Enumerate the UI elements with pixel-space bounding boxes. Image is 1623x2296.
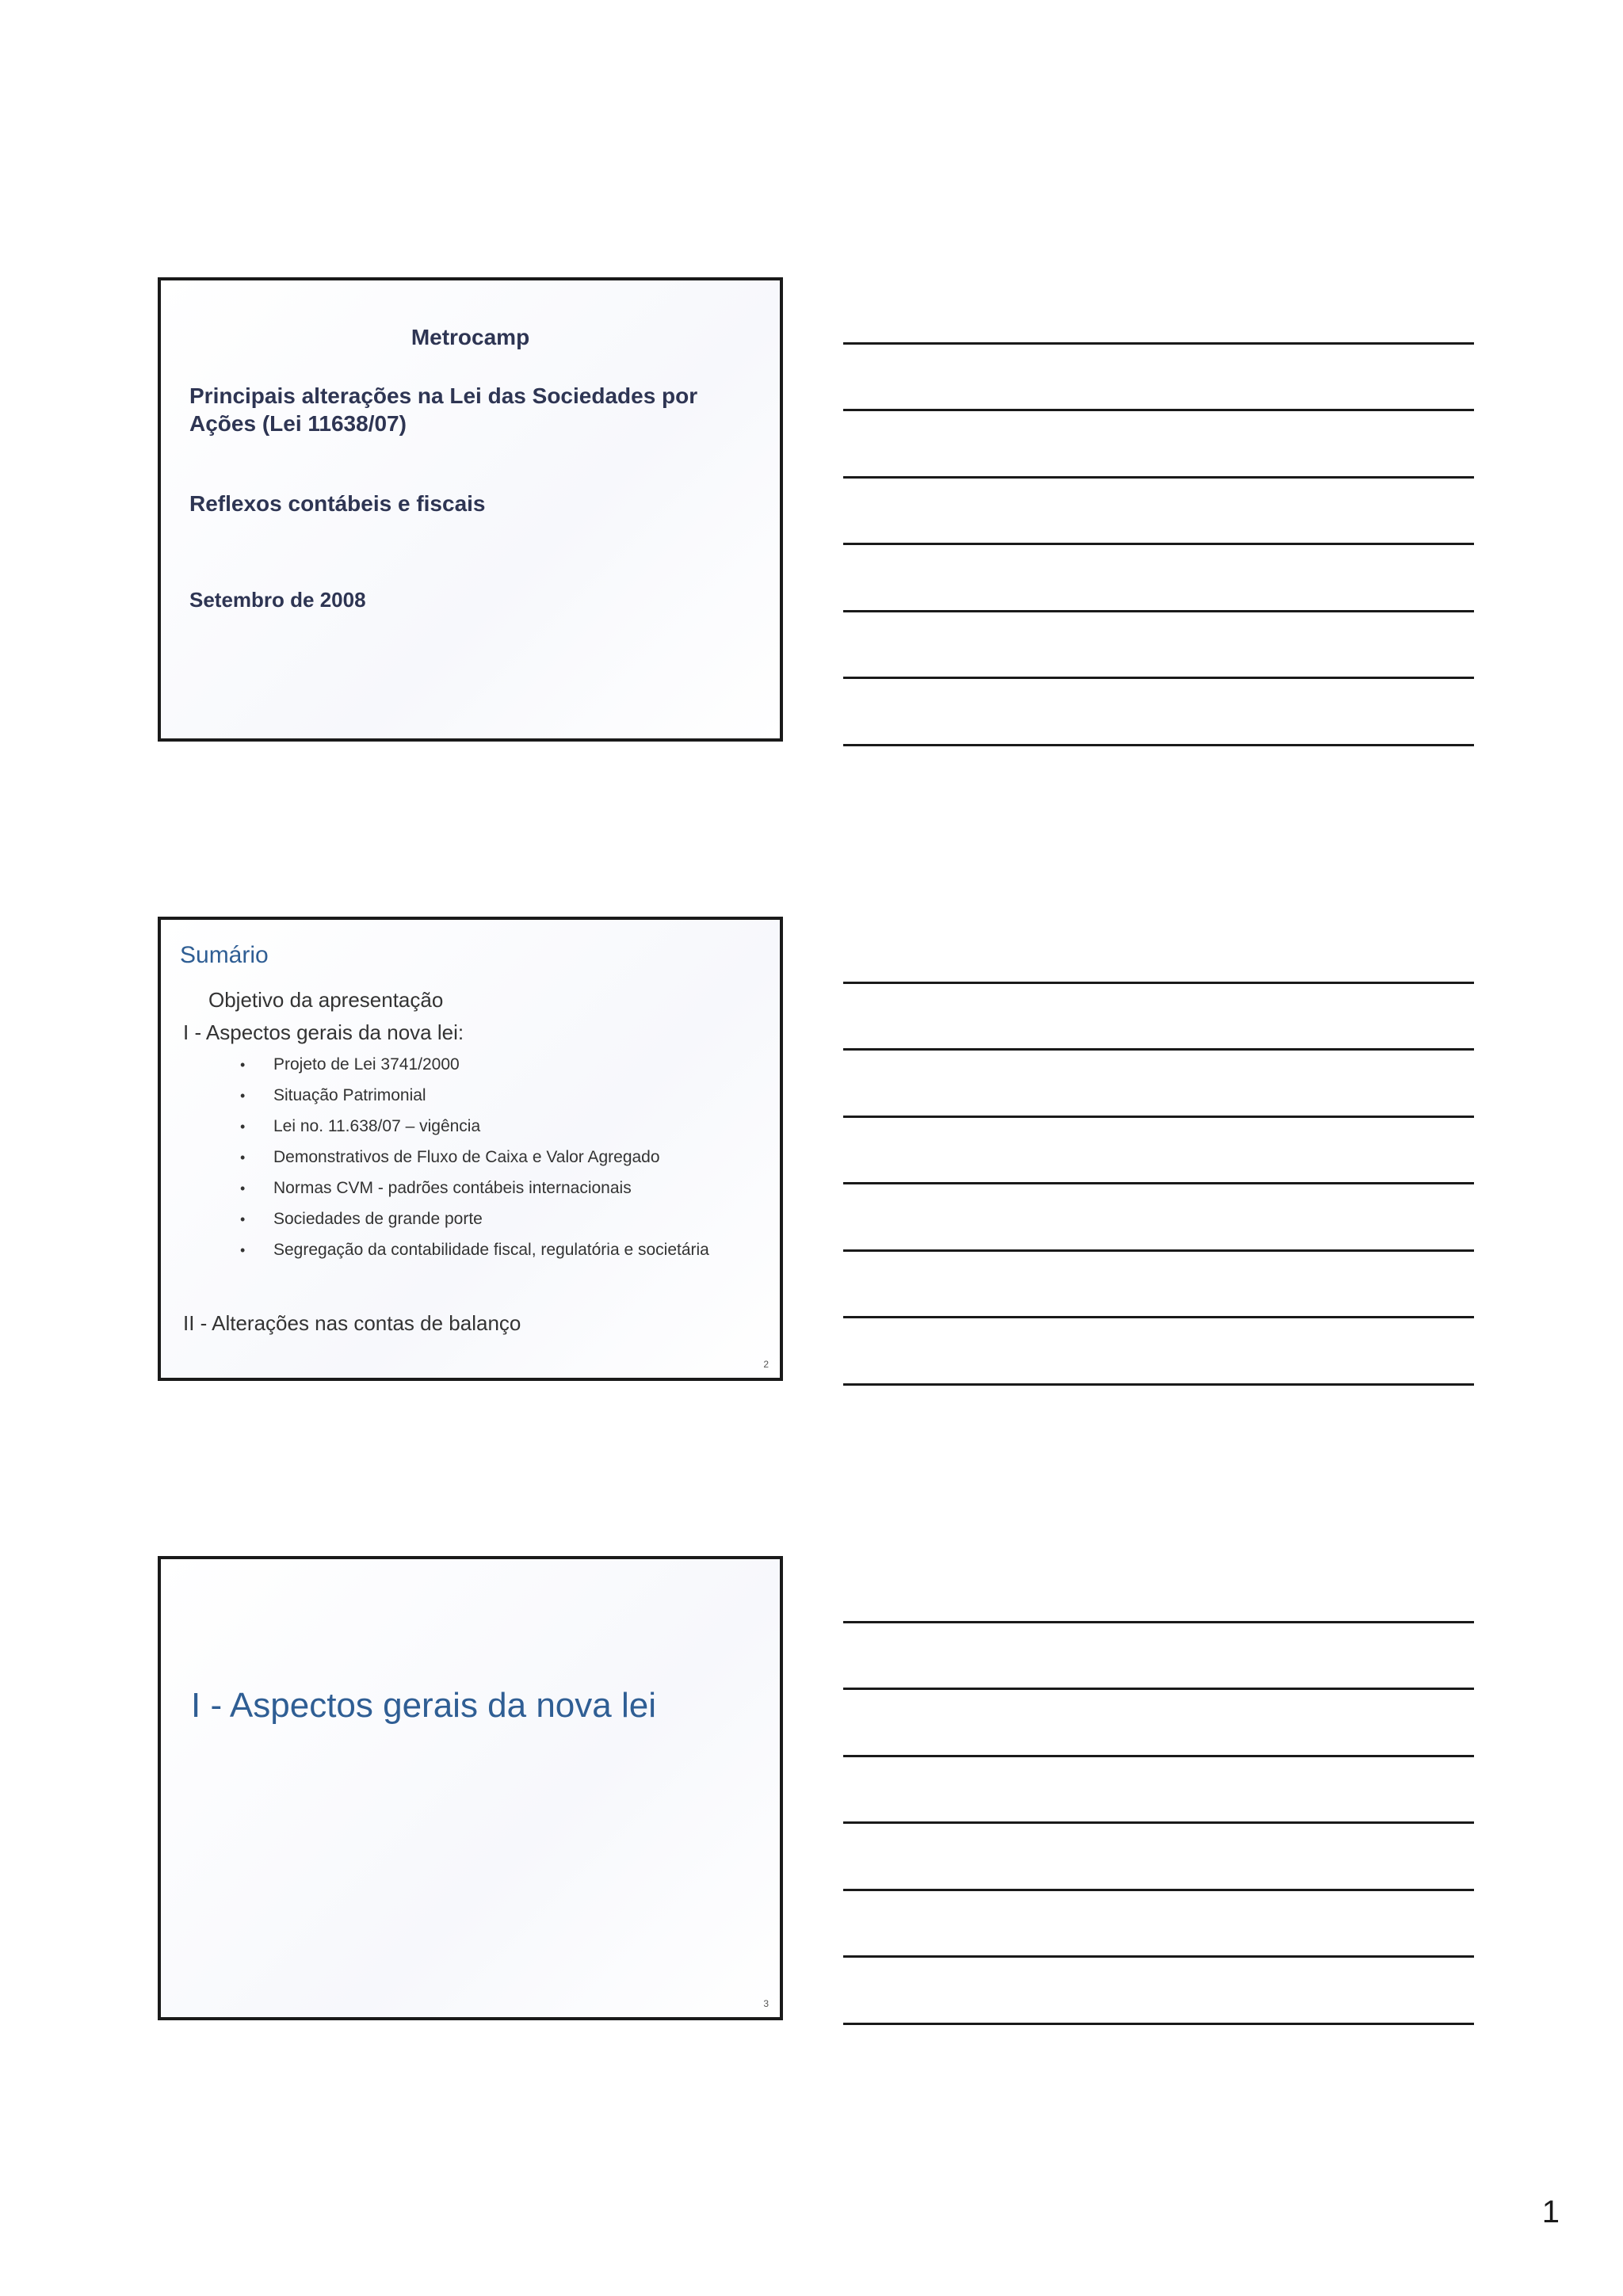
summary-item-alteracoes: II - Alterações nas contas de balanço [183,1311,521,1335]
note-line [843,1755,1474,1757]
note-line [843,476,1474,479]
bullet-icon: • [240,1242,246,1258]
note-line [843,1889,1474,1891]
note-line [843,1316,1474,1318]
list-item: • Sociedades de grande porte [240,1210,483,1228]
bullet-icon: • [240,1119,246,1135]
summary-item-aspectos: I - Aspectos gerais da nova lei: [183,1020,464,1044]
slide-title: Metrocamp [411,325,530,349]
note-line [843,1955,1474,1958]
bullet-icon: • [240,1180,246,1196]
slide-heading: Sumário [180,942,269,968]
note-line [843,677,1474,679]
list-item: • Lei no. 11.638/07 – vigência [240,1117,481,1135]
bullet-icon: • [240,1057,246,1073]
list-item: • Segregação da contabilidade fiscal, regulatória e societária [240,1241,709,1259]
slide-number: 3 [763,1998,769,2009]
list-item: • Situação Patrimonial [240,1086,426,1104]
note-line [843,342,1474,345]
note-line [843,1821,1474,1824]
note-line [843,1182,1474,1184]
list-item: • Demonstrativos de Fluxo de Caixa e Valor Agregado [240,1148,660,1166]
slide-title: I - Aspectos gerais da nova lei [191,1686,656,1725]
slide-subtitle: Principais alterações na Lei das Sociedades por Ações (Lei 11638/07) [189,383,698,436]
slide-number: 2 [763,1359,769,1370]
note-line [843,1249,1474,1252]
note-line [843,1688,1474,1690]
slide-3 [158,1556,783,2020]
bullet-icon: • [240,1088,246,1104]
note-line [843,1048,1474,1051]
note-line [843,1116,1474,1118]
slide-2 [158,917,783,1381]
note-line [843,409,1474,411]
slide-reflexos-text: Reflexos contábeis e fiscais [189,491,486,516]
bullet-icon: • [240,1211,246,1227]
note-line [843,1621,1474,1623]
note-line [843,610,1474,612]
note-line [843,543,1474,545]
summary-item-objetivo: Objetivo da apresentação [208,988,444,1012]
list-item: • Normas CVM - padrões contábeis internacionais [240,1179,632,1197]
list-item: • Projeto de Lei 3741/2000 [240,1055,460,1074]
note-line [843,744,1474,746]
slide-1 [158,277,783,742]
summary-bullet-list [240,1055,747,1272]
bullet-icon: • [240,1150,246,1165]
note-line [843,1383,1474,1386]
page-number: 1 [1541,2195,1560,2229]
note-line [843,2023,1474,2025]
note-line [843,982,1474,984]
slide-date: Setembro de 2008 [189,588,366,612]
